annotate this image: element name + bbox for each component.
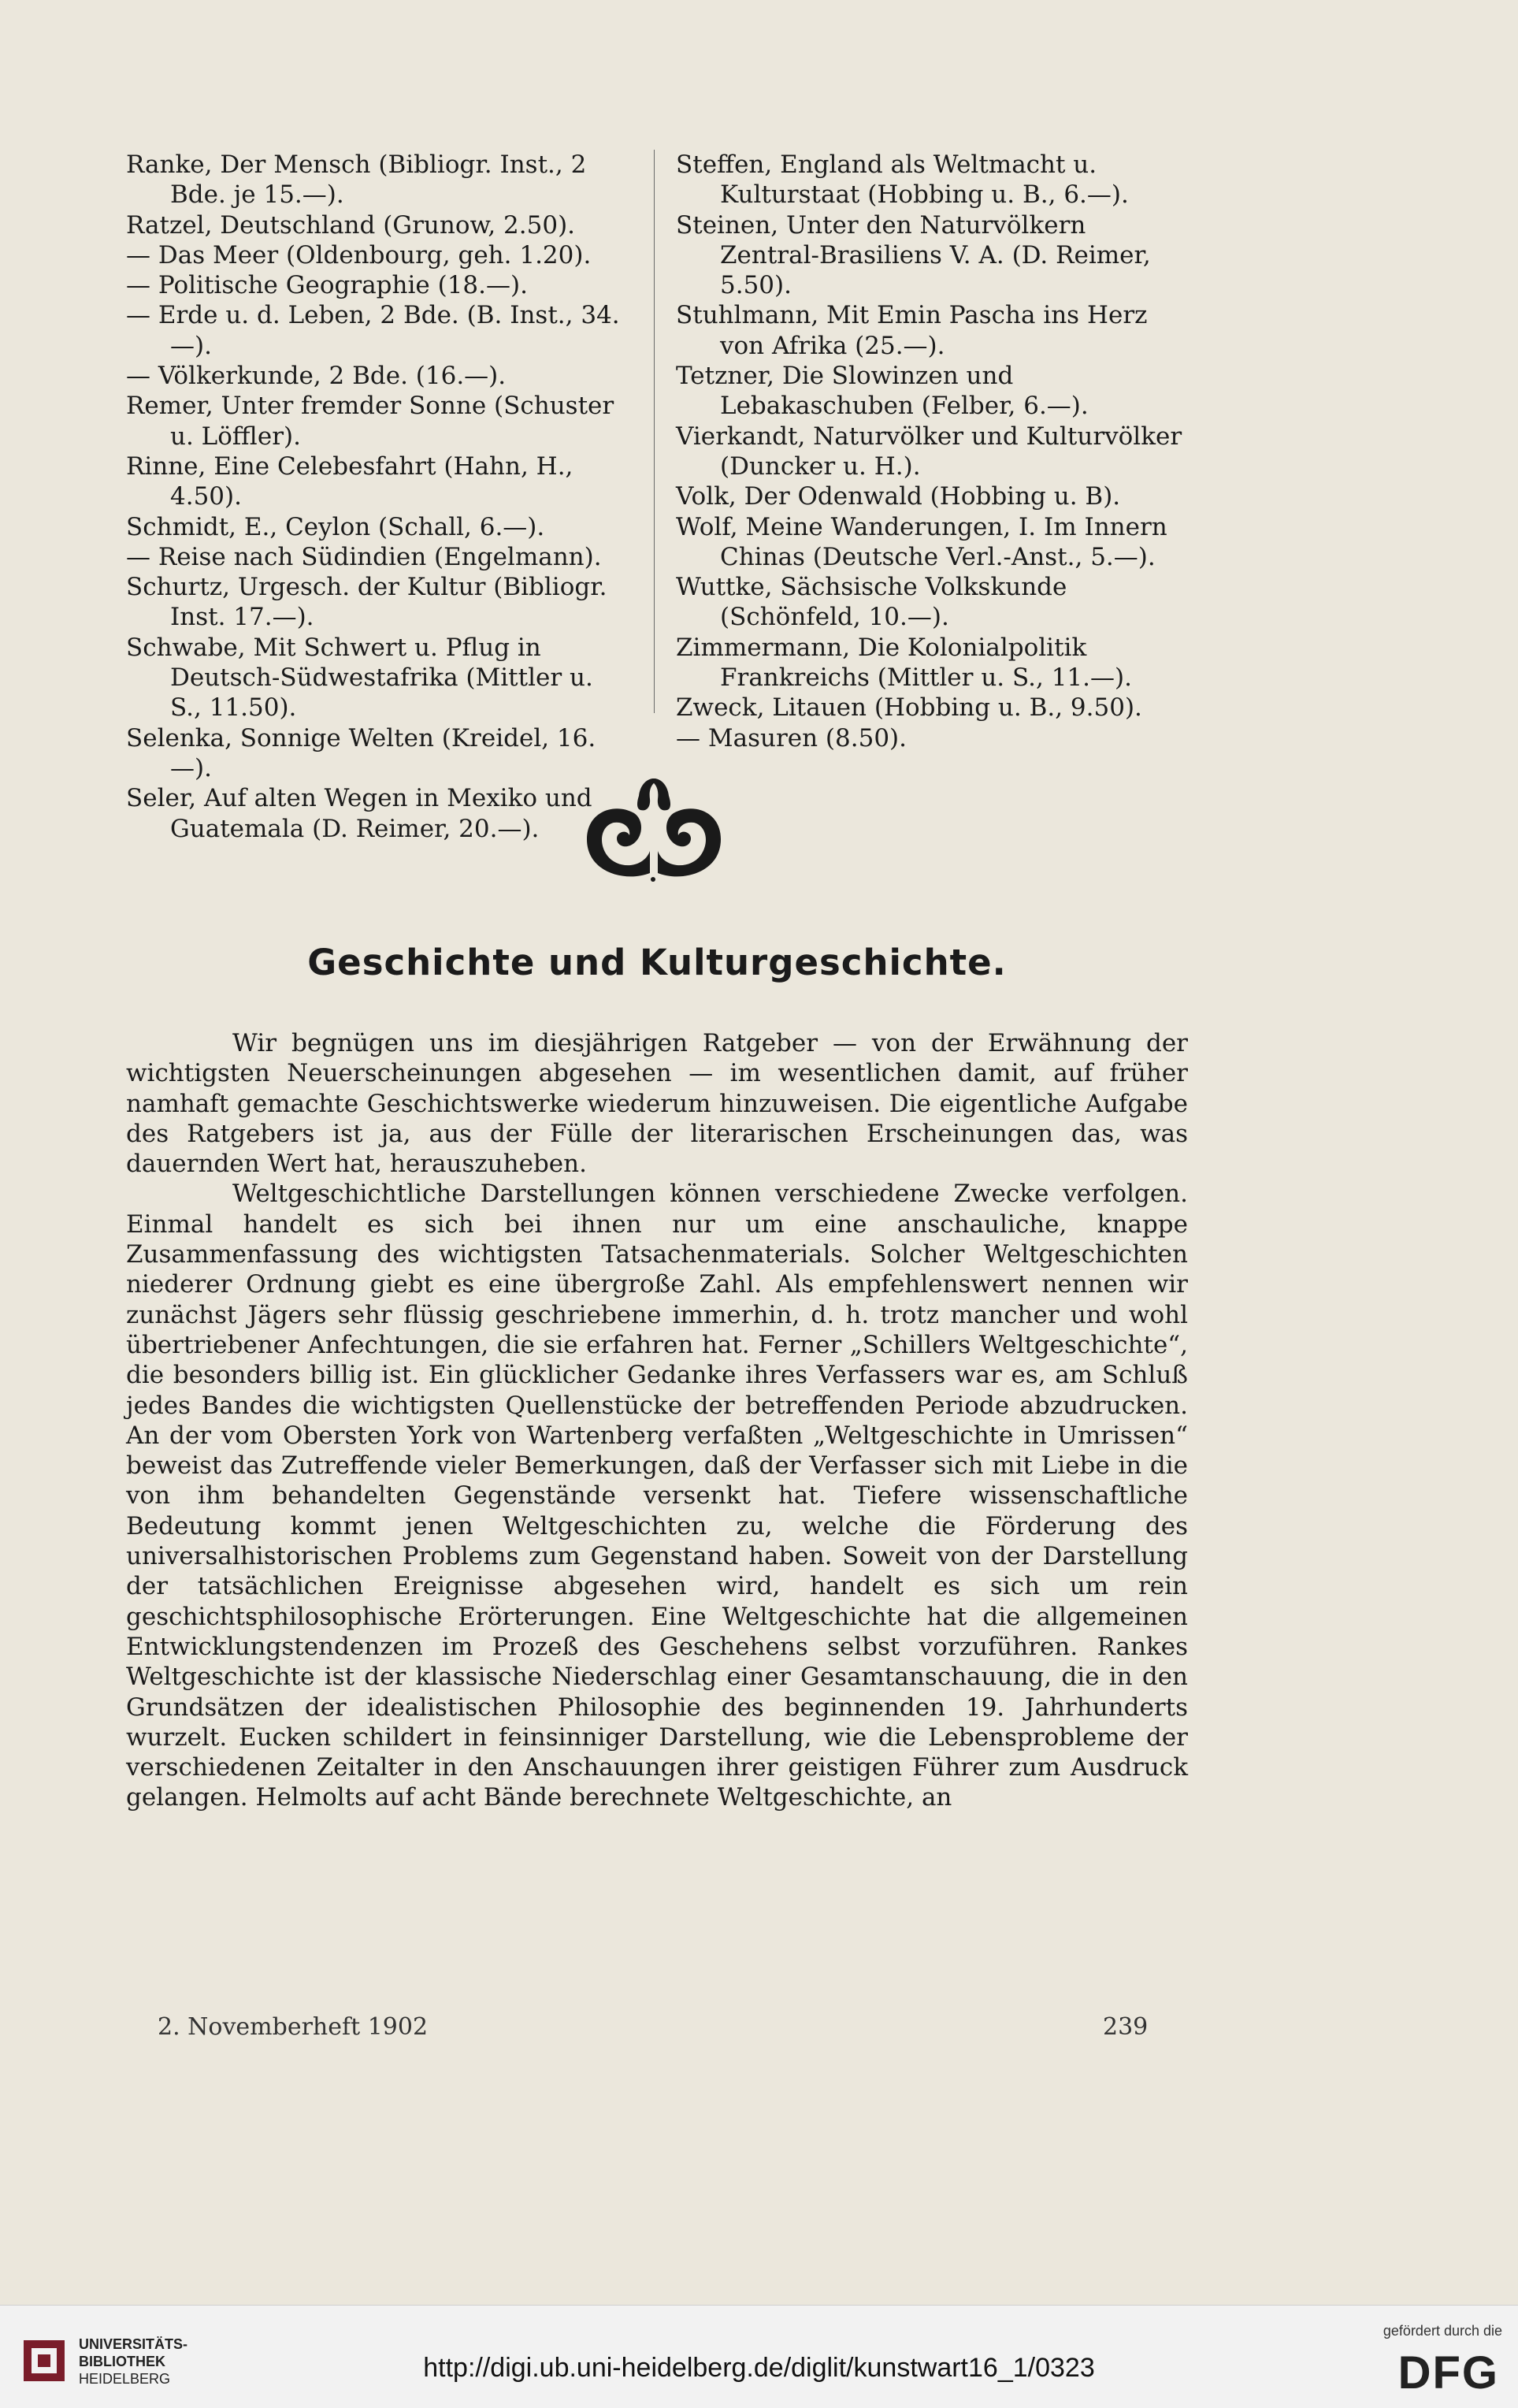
institution-line: UNIVERSITÄTS- <box>79 2336 188 2352</box>
bibliography-entry: Remer, Unter fremder Sonne (Schuster u. Löffler). <box>126 392 614 451</box>
bibliography-entry: Seler, Auf alten Wegen in Mexiko und Guatemala (D. Reimer, 20.—). <box>126 784 592 843</box>
bibliography-entry: Schmidt, E., Ceylon (Schall, 6.—). <box>126 512 545 541</box>
bibliography-entry: Schurtz, Urgesch. der Kultur (Bibliogr. Inst. 17.—). <box>126 573 607 632</box>
bibliography-entry: Zweck, Litauen (Hobbing u. B., 9.50). <box>676 693 1142 723</box>
institution-line: BIBLIOTHEK <box>79 2354 165 2369</box>
bibliography-entry: Volk, Der Odenwald (Hobbing u. B). <box>676 482 1121 511</box>
bibliography-entry: Steffen, England als Weltmacht u. Kulturstaat (Hobbing u. B., 6.—). <box>676 150 1129 210</box>
dfg-logo: DFG <box>1397 2347 1499 2399</box>
paragraph: Wir begnügen uns im diesjährigen Ratgeber — von der Erwähnung der wichtigsten Neuerscheinungen abgesehen — im wesentlichen damit, auf früher namhaft gemachte Geschichtswerke wiederum hinzuweisen. Die eigentliche Aufgabe des Ratgebers ist ja, aus der Fülle der literarischen Erscheinungen das, was dauernden Wert hat, herauszuheben. <box>126 1029 1188 1179</box>
bibliography-entry: Ranke, Der Mensch (Bibliogr. Inst., 2 Bde. je 15.—). <box>126 150 587 210</box>
bibliography-entry: — Völkerkunde, 2 Bde. (16.—). <box>126 362 507 391</box>
bibliography-entry: Zimmermann, Die Kolonialpolitik Frankreichs (Mittler u. S., 11.—). <box>676 633 1132 693</box>
permalink-url[interactable]: http://digi.ub.uni-heidelberg.de/diglit/kunstwart16_1/0323 <box>423 2353 1095 2383</box>
bibliography-entry: Selenka, Sonnige Welten (Kreidel, 16.—). <box>126 723 596 782</box>
swan-ornament <box>571 764 737 883</box>
digitization-footer <box>0 2305 1518 2408</box>
bibliography-entry: Ratzel, Deutschland (Grunow, 2.50). <box>126 210 576 240</box>
bibliography-entry: Rinne, Eine Celebesfahrt (Hahn, H., 4.50). <box>126 452 573 511</box>
bibliography-right-column <box>676 150 1188 753</box>
bibliography-entry: — Masuren (8.50). <box>676 723 907 752</box>
institution-line: HEIDELBERG <box>79 2371 171 2387</box>
bibliography-entry: Vierkandt, Naturvölker und Kulturvölker (Duncker u. H.). <box>676 422 1182 481</box>
bibliography-entry: Steinen, Unter den Naturvölkern Zentral-Brasiliens V. A. (D. Reimer, 5.50). <box>676 210 1151 300</box>
funding-note: gefördert durch die <box>1383 2323 1502 2339</box>
bibliography-entry: Tetzner, Die Slowinzen und Lebakaschuben (Felber, 6.—). <box>676 362 1089 421</box>
bibliography-entry: Wolf, Meine Wanderungen, I. Im Innern Chinas (Deutsche Verl.-Anst., 5.—). <box>676 512 1167 571</box>
page-number: 239 <box>1103 2013 1149 2041</box>
column-divider <box>654 150 655 713</box>
issue-label: 2. Novemberheft 1902 <box>158 2013 429 2041</box>
bibliography-entry: Wuttke, Sächsische Volkskunde (Schönfeld, 10.—). <box>676 573 1067 632</box>
section-heading: Geschichte und Kulturgeschichte. <box>307 942 1007 983</box>
paragraph: Weltgeschichtliche Darstellungen können verschiedene Zwecke verfolgen. Einmal handelt es sich bei ihnen nur um eine anschauliche, knappe Zusammenfassung des wichtigsten Tatsachenmaterials. Solcher Weltgeschichten niederer Ordnung giebt es eine übergroße Zahl. Als empfehlenswert nennen wir zunächst Jägers sehr flüssig geschriebene immerhin, d. h. trotz mancher und wohl übertriebener Anfechtungen, die sie erfahren hat. Ferner „Schillers Weltgeschichte“, die besonders billig ist. Ein glücklicher Gedanke ihres Verfassers war es, am Schluß jedes Bandes die wichtigsten Quellenstücke der betreffenden Periode abzudrucken. An der vom Obersten York von Wartenberg verfaßten „Weltgeschichte in Umrissen“ beweist das Zutreffende vieler Bemerkungen, daß der Verfasser sich mit Liebe in die von ihm behandelten Gegenstände versenkt hat. Tiefere wissenschaftliche Bedeutung kommt jenen Weltgeschichten zu, welche die Förderung des universalhistorischen Problems zum Gegenstand haben. Soweit von der Darstellung der tatsächlichen Ereignisse abgesehen wird, handelt es sich um rein geschichtsphilosophische Erörterungen. Eine Weltgeschichte hat die allgemeinen Entwicklungstendenzen im Prozeß des Geschehens selbst vorzuführen. Rankes Weltgeschichte ist der klassische Niederschlag einer Gesamtanschauung, die in den Grundsätzen der idealistischen Philosophie des beginnenden 19. Jahrhunderts wurzelt. Eucken schildert in feinsinniger Darstellung, wie die Lebensprobleme der verschiedenen Zeitalter in den Anschauungen ihrer geistigen Führer zum Ausdruck gelangen. Helmolts auf acht Bände berechnete Weltgeschichte, an <box>126 1180 1188 1812</box>
bibliography-left-column <box>126 150 630 844</box>
bibliography-entry: Schwabe, Mit Schwert u. Pflug in Deutsch-Südwestafrika (Mittler u. S., 11.50). <box>126 633 593 723</box>
bibliography-entry: — Das Meer (Oldenbourg, geh. 1.20). <box>126 240 592 269</box>
bibliography-entry: — Politische Geographie (18.—). <box>126 271 528 300</box>
article-body <box>126 1028 1188 1813</box>
bibliography-entry: Stuhlmann, Mit Emin Pascha ins Herz von Afrika (25.—). <box>676 301 1148 360</box>
bibliography-entry: — Erde u. d. Leben, 2 Bde. (B. Inst., 34.—). <box>126 301 620 360</box>
bibliography-entry: — Reise nach Südindien (Engelmann). <box>126 542 602 571</box>
